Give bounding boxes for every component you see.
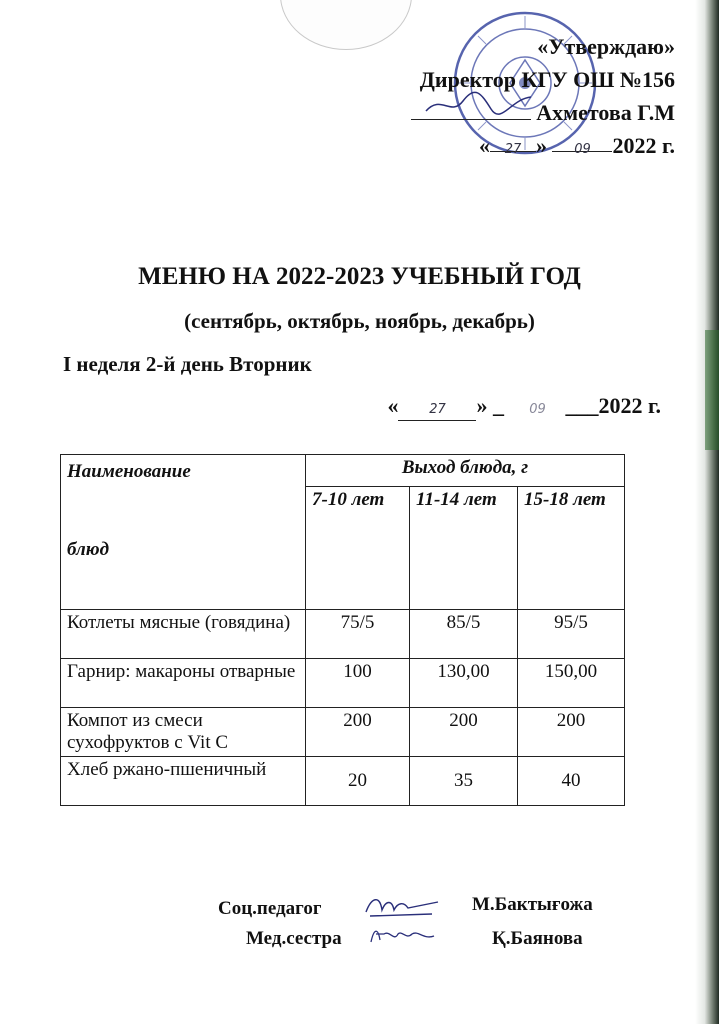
header-age-15-18: 15-18 лет	[518, 486, 625, 609]
director-signature	[411, 101, 531, 120]
menu-table	[60, 454, 625, 806]
menu-date-month: 09	[529, 402, 546, 417]
dish-portion-7-10: 75/5	[306, 610, 410, 659]
page-edge-shadow	[695, 0, 719, 1024]
menu-date-year: ___2022 г.	[565, 393, 661, 418]
menu-date-day: 27	[398, 402, 476, 421]
nurse-signature	[368, 924, 438, 948]
social-pedagogue-label: Соц.педагог	[218, 898, 322, 919]
dish-portion-7-10: 200	[306, 708, 410, 757]
dish-portion-7-10: 20	[306, 757, 410, 806]
dish-portion-15-18: 40	[518, 757, 625, 806]
approval-date-day: 27	[490, 133, 536, 152]
header-output: Выход блюда, г	[306, 455, 625, 487]
dish-portion-11-14: 85/5	[410, 610, 518, 659]
approval-date-year: 2022 г.	[612, 133, 675, 158]
social-pedagogue-name: М.Бактығожа	[472, 894, 593, 915]
week-day-line: I неделя 2-й день Вторник	[63, 352, 312, 376]
dish-portion-15-18: 95/5	[518, 610, 625, 659]
approval-block	[411, 30, 675, 162]
table-row	[61, 757, 625, 806]
dish-portion-11-14: 200	[410, 708, 518, 757]
dish-portion-15-18: 200	[518, 708, 625, 757]
nurse-label: Мед.сестра	[246, 928, 342, 949]
menu-date: « 27 » _ 09 ___2022 г.	[387, 393, 661, 421]
director-line: Директор КГУ ОШ №156	[419, 67, 675, 92]
dish-name: Компот из смеси сухофруктов с Vit C	[61, 708, 306, 757]
table-header-row	[61, 455, 625, 487]
approve-label: «Утверждаю»	[537, 34, 675, 59]
nurse-name: Қ.Баянова	[492, 928, 583, 949]
header-dish-name: Наименование блюд	[61, 455, 306, 610]
dish-portion-11-14: 35	[410, 757, 518, 806]
director-signature-scribble	[421, 89, 541, 119]
table-row	[61, 708, 625, 757]
dish-name: Хлеб ржано-пшеничный	[61, 757, 306, 806]
table-row	[61, 659, 625, 708]
director-name: Ахметова Г.М	[536, 100, 675, 125]
dish-portion-15-18: 150,00	[518, 659, 625, 708]
dish-name: Гарнир: макароны отварные	[61, 659, 306, 708]
page-subtitle-months: (сентябрь, октябрь, ноябрь, декабрь)	[184, 309, 535, 333]
page-edge-green-tab	[705, 330, 719, 450]
dish-portion-7-10: 100	[306, 659, 410, 708]
table-row	[61, 610, 625, 659]
approval-date: « 27 » 09 2022 г.	[478, 133, 675, 158]
approval-date-month: 09	[552, 133, 612, 152]
director-name-line	[411, 96, 675, 129]
header-age-11-14: 11-14 лет	[410, 486, 518, 609]
dish-name: Котлеты мясные (говядина)	[61, 610, 306, 659]
social-pedagogue-signature	[362, 892, 442, 920]
dish-portion-11-14: 130,00	[410, 659, 518, 708]
page-title: МЕНЮ НА 2022-2023 УЧЕБНЫЙ ГОД	[138, 263, 581, 290]
punch-hole	[280, 0, 412, 50]
header-age-7-10: 7-10 лет	[306, 486, 410, 609]
